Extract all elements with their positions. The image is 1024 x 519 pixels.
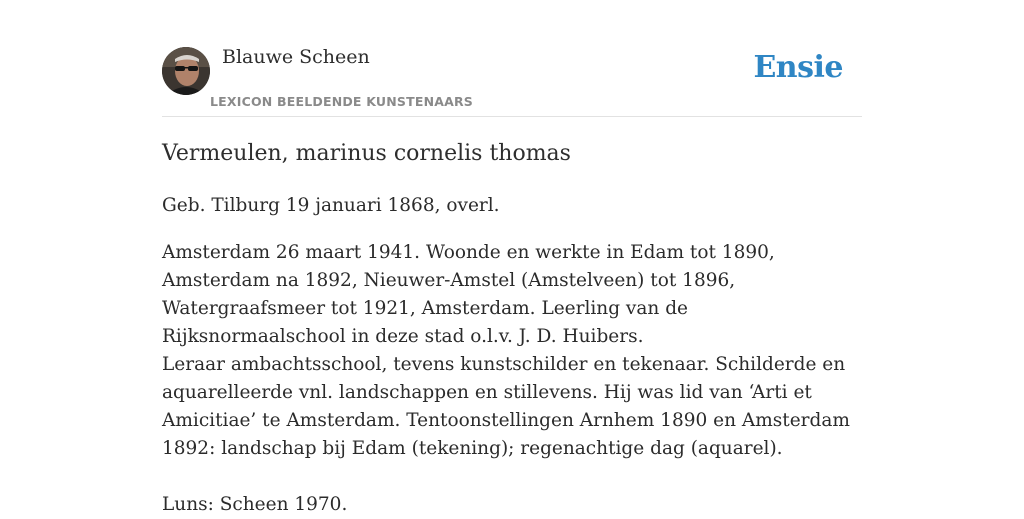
article-paragraph-source: Luns: Scheen 1970. (162, 494, 348, 515)
avatar-portrait-icon (162, 47, 210, 95)
article-card (162, 0, 862, 515)
brand-logo[interactable]: Ensie (753, 50, 843, 85)
article-header (162, 0, 862, 117)
avatar[interactable] (162, 47, 210, 95)
article-paragraph-biography: Amsterdam 26 maart 1941. Woonde en werkte in Edam tot 1890, Amsterdam na 1892, Nieuwer-Amstel (Amstelveen) tot 1896, Watergraafsmeer tot 1921, Amsterdam. Leerling van de Rijksnormaalschool in deze stad o.l.v. J. D. Huibers. (162, 242, 775, 347)
author-name[interactable]: Blauwe Scheen (222, 46, 370, 68)
article-paragraph-birth: Geb. Tilburg 19 januari 1868, overl. (162, 195, 500, 216)
article-title: Vermeulen, marinus cornelis thomas (162, 141, 571, 166)
article-paragraph-career: Leraar ambachtsschool, tevens kunstschilder en tekenaar. Schilderde en aquarelleerde vnl. landschappen en stillevens. Hij was lid van ‘Arti et Amicitiae’ te Amsterdam. Tentoonstellingen Arnhem 1890 en Amsterdam 1892: landschap bij Edam (tekening); regenachtige dag (aquarel). (162, 354, 850, 459)
category-label[interactable]: LEXICON BEELDENDE KUNSTENAARS (210, 94, 474, 109)
